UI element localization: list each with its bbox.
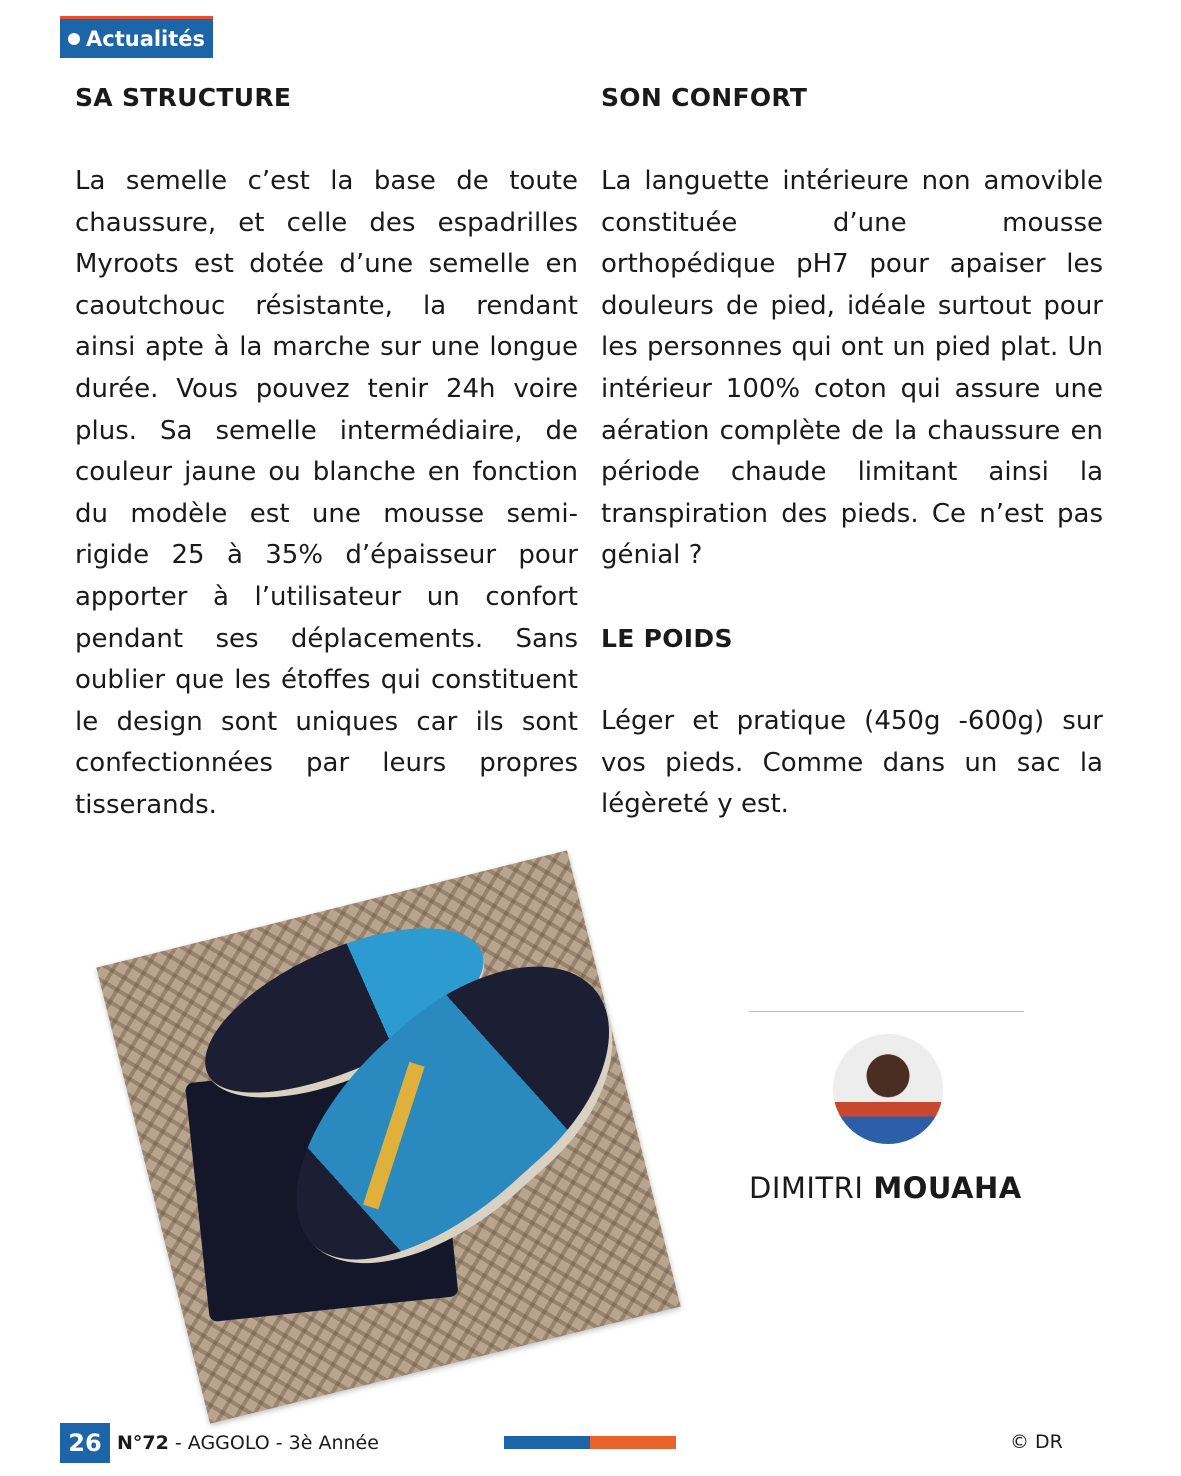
right-column xyxy=(601,78,1103,826)
author-avatar xyxy=(833,1034,943,1144)
issue-number: N°72 xyxy=(117,1432,169,1454)
footer-bar-orange xyxy=(590,1436,676,1449)
structure-body: La semelle c’est la base de toute chaussure, et celle des espadrilles Myroots est dotée d’une semelle en caoutchouc résistante, la rendant ainsi apte à la marche sur une longue durée. Vous pouvez tenir 24h voire plus. Sa semelle intermédiaire, de couleur jaune ou blanche en fonction du modèle est une mousse semi-rigide 25 à 35% d’épaisseur pour apporter à l’utilisateur un confort pendant ses déplacements. Sans oublier que les étoffes qui constituent le design sont uniques car ils sont confectionnées par leurs propres tisserands. xyxy=(75,166,578,820)
copyright-icon: © xyxy=(1010,1431,1029,1453)
author-divider xyxy=(749,1011,1024,1012)
heading-poids: LE POIDS xyxy=(601,623,733,653)
confort-body: La languette intérieure non amovible constituée d’une mousse orthopédique pH7 pour apaiser les douleurs de pied, idéale surtout pour les personnes qui ont un pied plat. Un intérieur 100% coton qui assure une aération complète de la chaussure en période chaude limitant ainsi la transpiration des pieds. Ce n’est pas génial ? xyxy=(601,166,1103,571)
issue-info xyxy=(117,1428,379,1458)
espadrilles-photo xyxy=(108,862,668,1414)
credit-label: DR xyxy=(1035,1431,1063,1453)
page-number: 26 xyxy=(60,1423,110,1463)
heading-confort: SON CONFORT xyxy=(601,83,808,112)
author-name xyxy=(749,1168,1022,1208)
issue-rest: - AGGOLO - 3è Année xyxy=(168,1432,379,1454)
left-column xyxy=(75,78,578,827)
photo-frame xyxy=(96,850,680,1423)
poids-body: Léger et pratique (450g -600g) sur vos pieds. Comme dans un sac la légèreté y est. xyxy=(601,705,1103,820)
author-first-name: DIMITRI xyxy=(749,1171,864,1205)
photo-credit xyxy=(1010,1428,1063,1456)
section-tag xyxy=(60,16,213,58)
section-tag-label: Actualités xyxy=(86,26,206,51)
author-last-name: MOUAHA xyxy=(873,1171,1022,1205)
footer-bar-blue xyxy=(504,1436,590,1449)
heading-structure: SA STRUCTURE xyxy=(75,83,292,112)
bullet-dot-icon xyxy=(68,33,80,45)
